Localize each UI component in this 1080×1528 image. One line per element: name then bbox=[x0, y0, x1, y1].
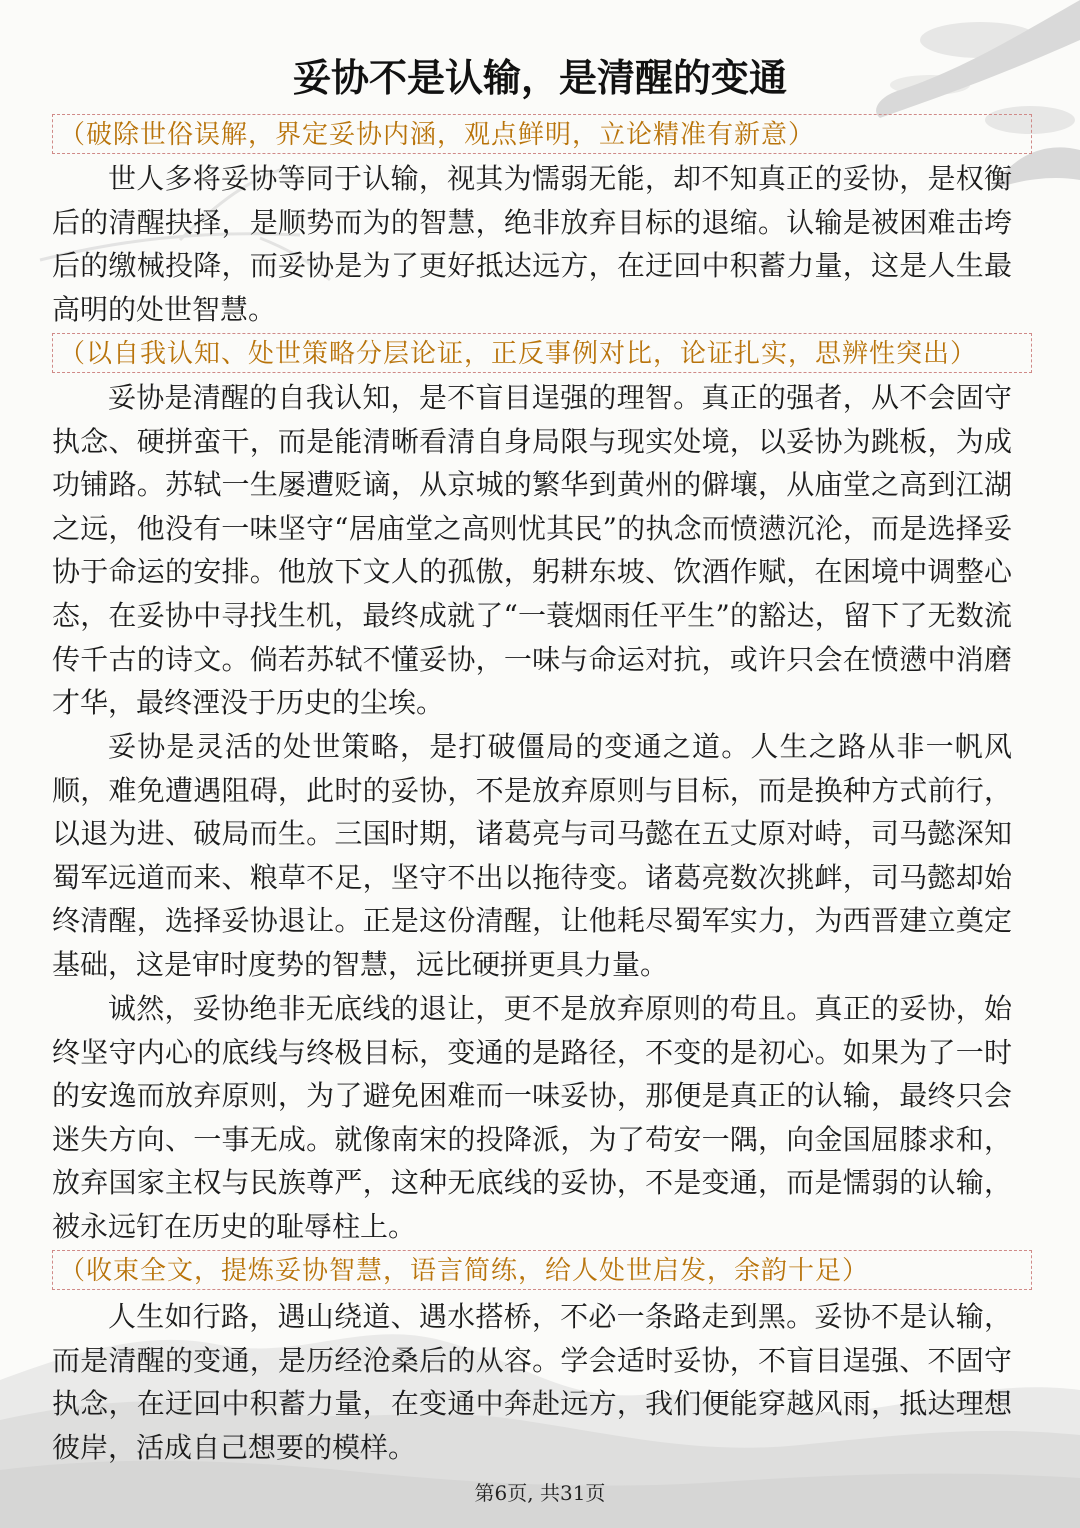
page-number: 第6页, 共31页 bbox=[474, 1481, 606, 1505]
annotation-note-1: （破除世俗误解，界定妥协内涵，观点鲜明，立论精准有新意） bbox=[52, 114, 1032, 154]
paragraph-5: 人生如行路，遇山绕道、遇水搭桥，不必一条路走到黑。妥协不是认输，而是清醒的变通，是历经沧桑后的从容。学会适时妥协，不盲目逞强、不固守执念，在迂回中积蓄力量，在变通中奔赴远方，我们便能穿越风雨，抵达理想彼岸，活成自己想要的模样。 bbox=[52, 1300, 1012, 1464]
paragraph-3: 妥协是灵活的处世策略，是打破僵局的变通之道。人生之路从非一帆风顺，难免遭遇阻碍，此时的妥协，不是放弃原则与目标，而是换种方式前行，以退为进、破局而生。三国时期，诸葛亮与司马懿在五丈原对峙，司马懿深知蜀军远道而来、粮草不足，坚守不出以拖待变。诸葛亮数次挑衅，司马懿却始终清醒，选择妥协退让。正是这份清醒，让他耗尽蜀军实力，为西晋建立奠定基础，这是审时度势的智慧，远比硬拼更具力量。 bbox=[52, 730, 1012, 981]
annotation-note-2: （以自我认知、处世策略分层论证，正反事例对比，论证扎实，思辨性突出） bbox=[52, 333, 1032, 373]
paragraph-2: 妥协是清醒的自我认知，是不盲目逞强的理智。真正的强者，从不会固守执念、硬拼蛮干，而是能清晰看清自身局限与现实处境，以妥协为跳板，为成功铺路。苏轼一生屡遭贬谪，从京城的繁华到黄州的僻壤，从庙堂之高到江湖之远，他没有一味坚守“居庙堂之高则忧其民”的执念而愤懑沉沦，而是选择妥协于命运的安排。他放下文人的孤傲，躬耕东坡、饮酒作赋，在困境中调整心态，在妥协中寻找生机，最终成就了“一蓑烟雨任平生”的豁达，留下了无数流传千古的诗文。倘若苏轼不懂妥协，一味与命运对抗，或许只会在愤懑中消磨才华，最终湮没于历史的尘埃。 bbox=[52, 381, 1012, 720]
paragraph-1: 世人多将妥协等同于认输，视其为懦弱无能，却不知真正的妥协，是权衡后的清醒抉择，是顺势而为的智慧，绝非放弃目标的退缩。认输是被困难击垮后的缴械投降，而妥协是为了更好抵达远方，在迂回中积蓄力量，这是人生最高明的处世智慧。 bbox=[52, 162, 1012, 326]
paragraph-4: 诚然，妥协绝非无底线的退让，更不是放弃原则的苟且。真正的妥协，始终坚守内心的底线与终极目标，变通的是路径，不变的是初心。如果为了一时的安逸而放弃原则，为了避免困难而一味妥协，那便是真正的认输，最终只会迷失方向、一事无成。就像南宋的投降派，为了苟安一隅，向金国屈膝求和，放弃国家主权与民族尊严，这种无底线的妥协，不是变通，而是懦弱的认输，被永远钉在历史的耻辱柱上。 bbox=[52, 992, 1012, 1243]
annotation-note-3: （收束全文，提炼妥协智慧，语言简练，给人处世启发，余韵十足） bbox=[52, 1250, 1032, 1290]
page-title: 妥协不是认输，是清醒的变通 bbox=[292, 56, 787, 100]
